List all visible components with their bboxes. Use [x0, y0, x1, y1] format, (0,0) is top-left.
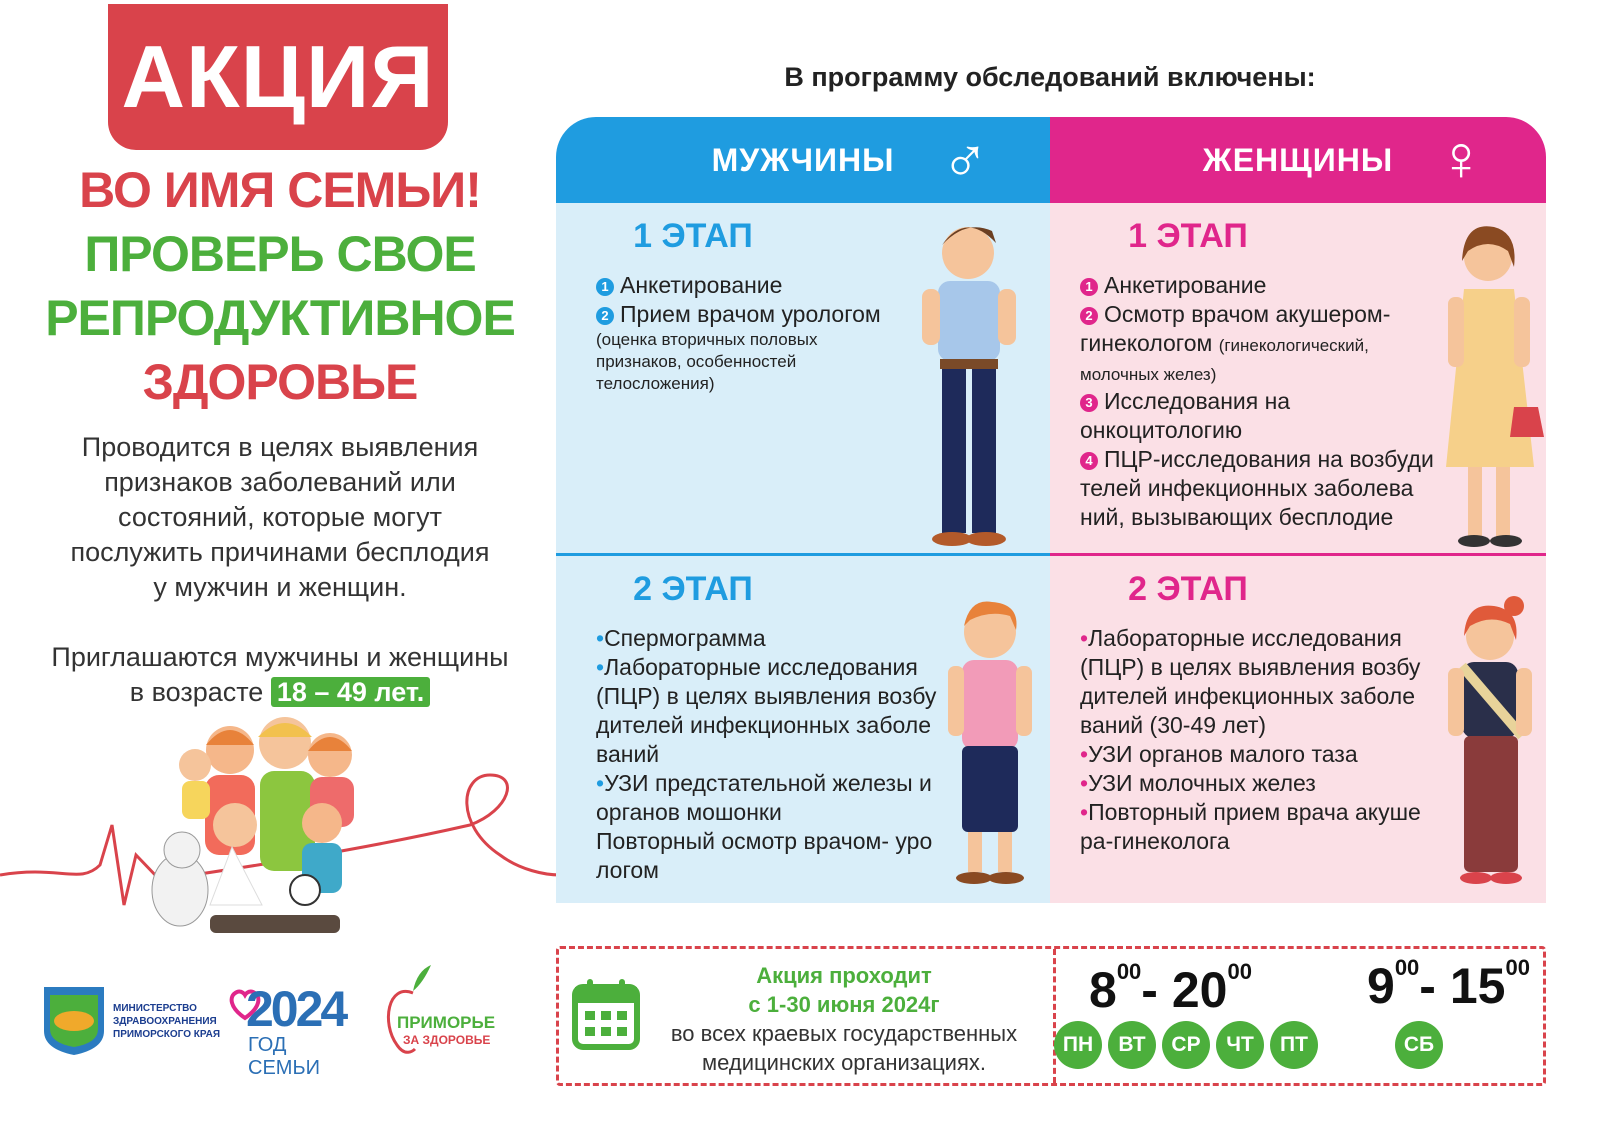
description: Проводится в целях выявления признаков заболеваний или состояний, которые могут послужить причинами бесплодия у мужчин и женщин.: [70, 432, 490, 602]
male-symbol-icon: ♂: [941, 122, 990, 194]
day-badge-tue: ВТ: [1108, 1021, 1156, 1069]
list-item: •УЗИ предстательной железы и органов мошонки: [596, 770, 932, 825]
invitation: Приглашаются мужчины и женщины в возрасте 18 – 49 лет.: [51, 642, 509, 707]
man-illustration: [916, 215, 1026, 550]
women-stage2-list: [1080, 624, 1440, 856]
female-symbol-icon: ♀: [1437, 122, 1486, 194]
men-stage2-list: [596, 624, 946, 885]
list-item: 3 Исследования на онкоцитологию: [1080, 388, 1291, 443]
list-item: 1 Анкетирование: [596, 271, 916, 300]
list-item: Повторный осмотр врачом- уро логом: [596, 828, 933, 883]
list-item: 1 Анкетирование: [1080, 271, 1440, 300]
headline-check: ПРОВЕРЬ СВОЕ: [84, 226, 476, 282]
men-stage1-title: 1 ЭТАП: [633, 217, 753, 255]
year-of-family-logo: 2024 ГОД СЕМЬИ: [228, 980, 358, 1060]
number-1-icon: 1: [1080, 278, 1098, 296]
list-item: •Лабораторные исследования (ПЦР) в целях выявления возбу дителей инфекционных заболе ваний: [596, 654, 937, 767]
family-illustration: [0, 715, 560, 965]
list-item: 4 ПЦР-исследования на возбуди телей инфекционных заболева ний, вызывающих бесплодие: [1080, 446, 1434, 530]
headline-family: ВО ИМЯ СЕМЬИ!: [79, 162, 481, 218]
boy-illustration: [940, 596, 1040, 896]
woman-illustration: [1434, 217, 1546, 552]
women-stage1-title: 1 ЭТАП: [1128, 217, 1248, 255]
calendar-icon: [571, 977, 641, 1051]
list-item: •Повторный прием врача акуше ра-гинеколога: [1080, 799, 1421, 854]
number-3-icon: 3: [1080, 394, 1098, 412]
men-column-header: МУЖЧИНЫ ♂: [556, 117, 1050, 203]
women-stage2-cell: [1050, 556, 1546, 903]
headline-reproductive: РЕПРОДУКТИВНОЕ: [45, 290, 515, 346]
schedule-box: [556, 946, 1546, 1086]
promo-badge: АКЦИЯ: [108, 4, 448, 150]
day-badge-thu: ЧТ: [1216, 1021, 1264, 1069]
primorye-health-logo: ПРИМОРЬЕ ЗА ЗДОРОВЬЕ: [383, 963, 503, 1063]
ministry-logo-text: МИНИСТЕРСТВО ЗДРАВООХРАНЕНИЯ ПРИМОРСКОГО КРАЯ: [113, 1003, 221, 1040]
day-badge-wed: СР: [1162, 1021, 1210, 1069]
day-badge-sat: СБ: [1395, 1021, 1443, 1069]
program-table: [556, 117, 1546, 903]
number-2-icon: 2: [596, 307, 614, 325]
program-title: В программу обследований включены:: [784, 62, 1316, 92]
number-4-icon: 4: [1080, 452, 1098, 470]
day-badge-mon: ПН: [1054, 1021, 1102, 1069]
weekday-hours: $8^{00}-$ $20^{00}$: [1089, 959, 1252, 1018]
list-item: •Спермограмма: [596, 625, 766, 651]
number-1-icon: 1: [596, 278, 614, 296]
headline-health: ЗДОРОВЬЕ: [142, 354, 418, 410]
women-stage1-cell: [1050, 203, 1546, 553]
list-item: •УЗИ молочных желез: [1080, 770, 1316, 796]
list-item: •УЗИ органов малого таза: [1080, 741, 1358, 767]
list-item: •Лабораторные исследования (ПЦР) в целях выявления возбу дителей инфекционных заболе ваний (30-49 лет): [1080, 625, 1421, 738]
saturday-hours: $9^{00}-$ $15^{00}$: [1367, 955, 1530, 1014]
list-item: 2 Прием врачом урологом: [596, 300, 916, 329]
age-badge: 18 – 49 лет.: [271, 677, 430, 707]
day-badge-fri: ПТ: [1270, 1021, 1318, 1069]
men-stage1-list: 1 Анкетирование 2 Прием врачом урологом (оценка вторичных половых признаков, особенностей телосложения): [596, 271, 916, 395]
number-2-icon: 2: [1080, 307, 1098, 325]
men-stage2-title: 2 ЭТАП: [633, 570, 753, 608]
women-stage2-title: 2 ЭТАП: [1128, 570, 1248, 608]
list-item: 2 Осмотр врачом акушером- гинекологом (гинекологический, молочных желез): [1080, 301, 1391, 384]
schedule-text: Акция проходит с 1-30 июня 2024г во всех краевых государственных медицинских организациях.: [670, 963, 1018, 1075]
women-stage1-list: [1080, 271, 1440, 532]
women-column-header: ЖЕНЩИНЫ ♀: [1050, 117, 1546, 203]
coat-of-arms-logo: [42, 985, 106, 1057]
schedule-divider: [1053, 949, 1056, 1083]
girl-illustration: [1442, 596, 1542, 896]
